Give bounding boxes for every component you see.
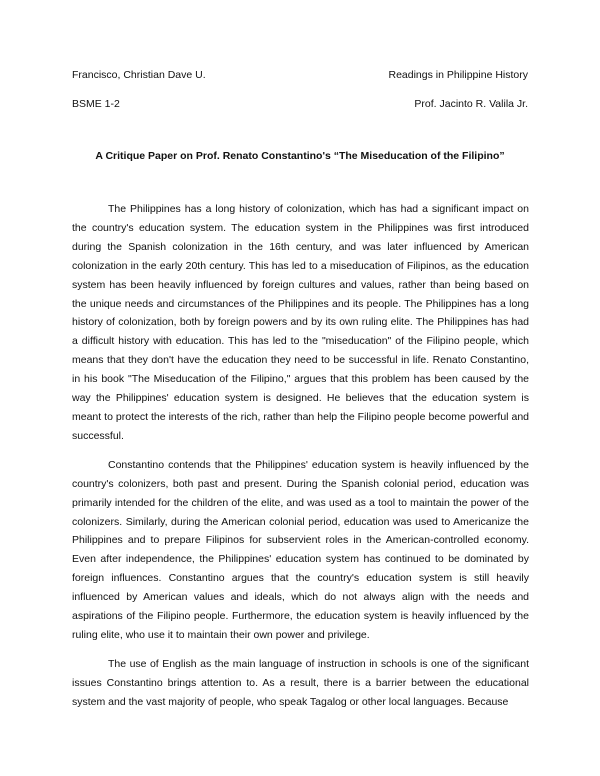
paper-body [72, 200, 529, 722]
paragraph: Constantino contends that the Philippines' education system is heavily influenced by the country's colonizers, both past and present. During the Spanish colonial period, education was primarily intended for the children of the elite, and was used as a tool to maintain the power of the colonizers. Similarly, during the American colonial period, education was used to Americanize the Philippines and to prepare Filipinos for subservient roles in the American-controlled economy. Even after independence, the Philippines' education system has continued to be dominated by foreign influences. Constantino argues that the country's education system is still heavily influenced by American values and ideals, which do not always align with the needs and aspirations of the Filipino people. Furthermore, the education system is heavily influenced by the ruling elite, who use it to maintain their own power and privilege. [72, 458, 529, 641]
section-name: BSME 1-2 [72, 98, 120, 110]
paragraph: The Philippines has a long history of colonization, which has had a significant impact on the country's education system. The education system in the Philippines was first introduced during the Spanish colonization in the 16th century, and was later influenced by American colonization in the early 20th century. This has led to a miseducation of Filipinos, as the education system has been heavily influenced by foreign cultures and values, rather than being based on the unique needs and circumstances of the Philippines and its people. The Philippines has a long history of colonization, both by foreign powers and by its own ruling elite. The Philippines has had a difficult history with education. This has led to the "miseducation" of the Filipino people, which means that they don't have the education they need to be successful in life. Renato Constantino, in his book "The Miseducation of the Filipino," argues that this problem has been caused by the way the Philippines' education system is designed. He believes that the education system is meant to protect the interests of the rich, rather than help the Filipino people become powerful and successful. [72, 203, 529, 442]
header-row-top [72, 68, 528, 82]
professor-name: Prof. Jacinto R. Valila Jr. [414, 98, 528, 110]
header-row-bottom [72, 97, 528, 111]
course-name: Readings in Philippine History [388, 69, 528, 81]
author-name: Francisco, Christian Dave U. [72, 69, 206, 81]
paper-title: A Critique Paper on Prof. Renato Constantino's “The Miseducation of the Filipino” [95, 150, 505, 162]
paragraph: The use of English as the main language of instruction in schools is one of the significant issues Constantino brings attention to. As a result, there is a barrier between the educational system and the vast majority of people, who speak Tagalog or other local languages. Because [72, 657, 529, 708]
